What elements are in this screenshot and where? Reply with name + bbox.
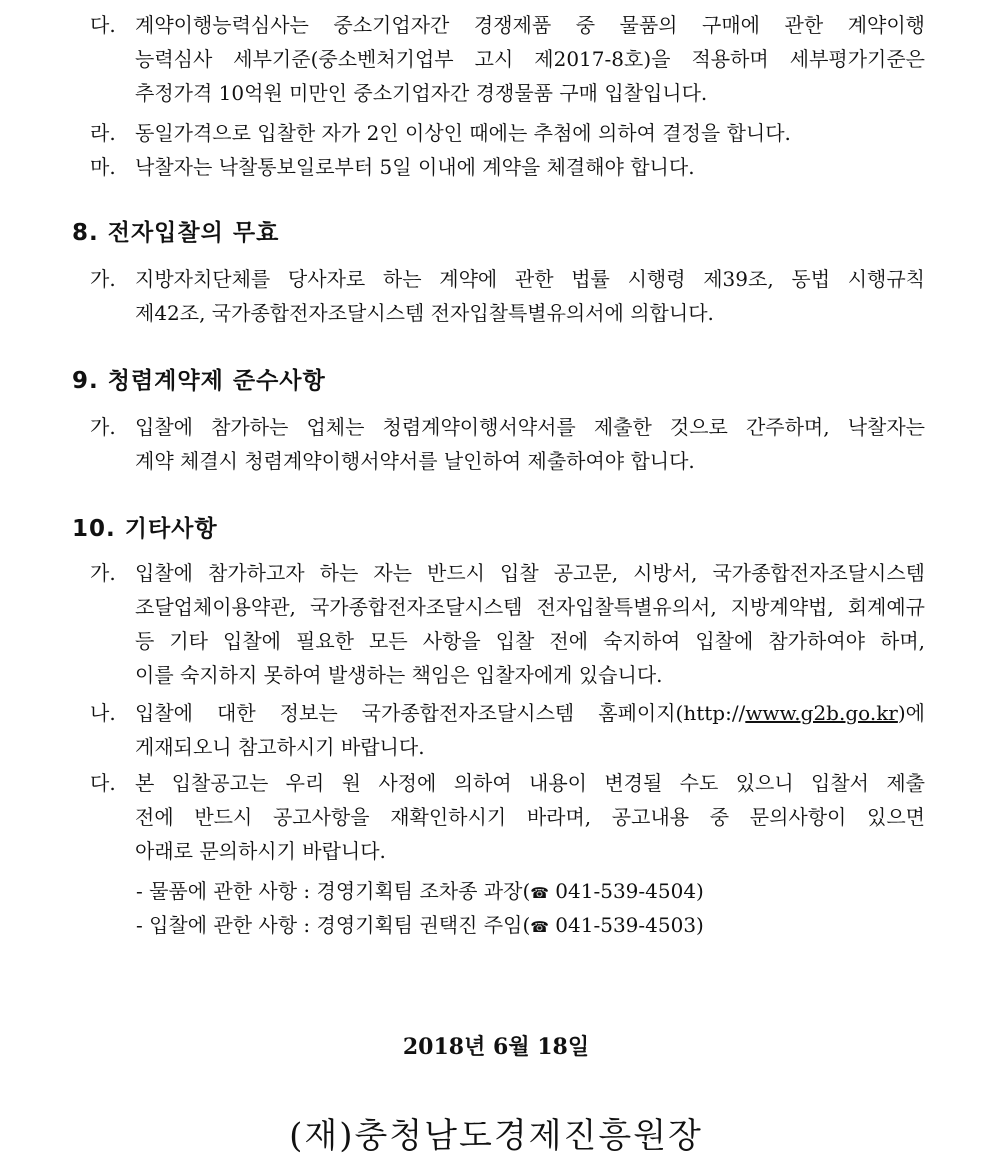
list-item-ma bbox=[90, 150, 925, 184]
list-item-na bbox=[90, 696, 925, 764]
item-text-line: 동일가격으로 입찰한 자가 2인 이상인 때에는 추첨에 의하여 결정을 합니다. bbox=[135, 121, 791, 145]
list-item-da bbox=[90, 8, 925, 110]
list-item-da bbox=[90, 766, 925, 868]
item-text-line: 지방자치단체를 당사자로 하는 계약에 관한 법률 시행령 제39조, 동법 시행규칙 bbox=[135, 267, 925, 291]
item-text-line bbox=[135, 696, 925, 730]
item-text-line: 이를 숙지하지 못하여 발생하는 책임은 입찰자에게 있습니다. bbox=[135, 663, 663, 687]
item-text-line: 추정가격 10억원 미만인 중소기업자간 경쟁물품 구매 입찰입니다. bbox=[135, 81, 708, 105]
list-item-ga bbox=[90, 262, 925, 330]
item-marker: 나. bbox=[90, 701, 116, 725]
item-text-line: 제42조, 국가종합전자조달시스템 전자입찰특별유의서에 의합니다. bbox=[135, 301, 714, 325]
section-heading-8: 8. 전자입찰의 무효 bbox=[72, 220, 280, 246]
item-text-line: 입찰에 참가하고자 하는 자는 반드시 입찰 공고문, 시방서, 국가종합전자조달시스템 bbox=[135, 561, 925, 585]
item-text-line: 전에 반드시 공고사항을 재확인하시기 바라며, 공고내용 중 문의사항이 있으면 bbox=[135, 805, 925, 829]
item-text-line: 등 기타 입찰에 필요한 모든 사항을 입찰 전에 숙지하여 입찰에 참가하여야 하며, bbox=[135, 629, 925, 653]
item-text-segment: )에 bbox=[897, 701, 925, 725]
item-marker: 다. bbox=[90, 771, 116, 795]
section-heading-10: 10. 기타사항 bbox=[72, 516, 218, 542]
announcement-date: 2018년 6월 18일 bbox=[402, 1034, 590, 1060]
contact-number: 041-539-4504) bbox=[548, 879, 704, 903]
item-marker: 가. bbox=[90, 561, 116, 585]
contact-line bbox=[136, 874, 704, 910]
phone-icon: ☎ bbox=[530, 884, 549, 902]
list-item-ga bbox=[90, 556, 925, 692]
phone-icon: ☎ bbox=[530, 918, 549, 936]
contact-line bbox=[136, 908, 704, 944]
organization-name: (재)충청남도경제진흥원장 bbox=[289, 1116, 703, 1156]
list-item-ra bbox=[90, 116, 925, 150]
contact-number: 041-539-4503) bbox=[548, 913, 704, 937]
item-marker: 가. bbox=[90, 415, 116, 439]
list-item-ga bbox=[90, 410, 925, 478]
item-text-line: 조달업체이용약관, 국가종합전자조달시스템 전자입찰특별유의서, 지방계약법, 회계예규 bbox=[135, 595, 925, 619]
item-marker: 가. bbox=[90, 267, 116, 291]
item-text-line: 계약 체결시 청렴계약이행서약서를 날인하여 제출하여야 합니다. bbox=[135, 449, 695, 473]
item-text-line: 게재되오니 참고하시기 바랍니다. bbox=[135, 735, 425, 759]
item-text-line: 낙찰자는 낙찰통보일로부터 5일 이내에 계약을 체결해야 합니다. bbox=[135, 155, 695, 179]
item-text-segment: 입찰에 대한 정보는 국가종합전자조달시스템 홈페이지(http:// bbox=[135, 701, 746, 725]
item-text-line: 아래로 문의하시기 바랍니다. bbox=[135, 839, 386, 863]
item-marker: 라. bbox=[90, 121, 116, 145]
item-text-line: 본 입찰공고는 우리 원 사정에 의하여 내용이 변경될 수도 있으니 입찰서 제출 bbox=[135, 771, 925, 795]
item-text-line: 입찰에 참가하는 업체는 청렴계약이행서약서를 제출한 것으로 간주하며, 낙찰자는 bbox=[135, 415, 925, 439]
item-text-line: 능력심사 세부기준(중소벤처기업부 고시 제2017-8호)을 적용하며 세부평가기준은 bbox=[135, 47, 925, 71]
website-link[interactable]: www.g2b.go.kr bbox=[745, 701, 898, 725]
item-marker: 다. bbox=[90, 13, 116, 37]
contact-label: - 물품에 관한 사항 : 경영기획팀 조차종 과장( bbox=[136, 879, 531, 903]
section-heading-9: 9. 청렴계약제 준수사항 bbox=[72, 368, 326, 394]
contact-label: - 입찰에 관한 사항 : 경영기획팀 권택진 주임( bbox=[136, 913, 531, 937]
item-text-line: 계약이행능력심사는 중소기업자간 경쟁제품 중 물품의 구매에 관한 계약이행 bbox=[135, 13, 925, 37]
item-marker: 마. bbox=[90, 155, 116, 179]
